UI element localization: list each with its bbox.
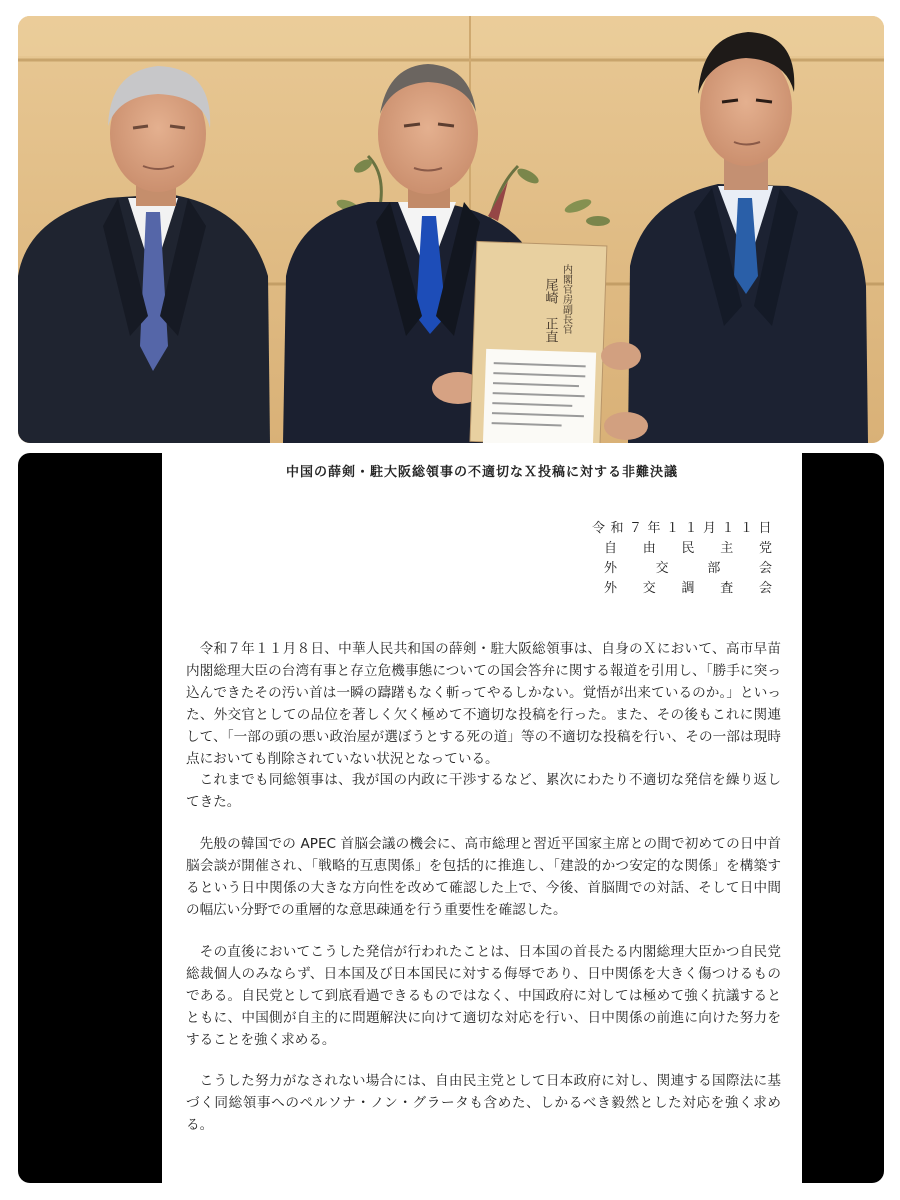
paragraph: これまでも同総領事は、我が国の内政に干渉するなど、累次にわたり不適切な発信を繰り返してきた。	[186, 772, 781, 811]
meeting-photo-illustration	[18, 16, 884, 443]
document-title: 中国の薛剣・駐大阪総領事の不適切なＸ投稿に対する非難決議	[285, 465, 678, 480]
resolution-document-panel	[18, 453, 884, 1183]
paragraph: その直後においてこうした発信が行われたことは、日本国の首長たる内閣総理大臣かつ自民党総裁個人のみならず、日本国及び日本国民に対する侮辱であり、日中関係を大きく傷つけるものである。自民党として到底看過できるものではなく、中国政府に対しては極めて強く抗議するとともに、中国側が自主的に問題解決に向けて適切な対応を行い、日中関係の前進に向けた努力をすることを強く求める。	[186, 943, 781, 1048]
paragraph: こうした努力がなされない場合には、自由民主党として日本政府に対し、関連する国際法に基づく同総領事へのペルソナ・ノン・グラータも含めた、しかるべき毅然とした対応を強く求める。	[186, 1073, 781, 1134]
meeting-photo	[18, 16, 884, 443]
paragraph: 令和７年１１月８日、中華人民共和国の薛剣・駐大阪総領事は、自身のＸにおいて、高市早苗内閣総理大臣の台湾有事と存立危機事態についての国会答弁に関する報道を引用し、「勝手に突っ込んできたその汚い首は一瞬の躊躇もなく斬ってやるしかない。覚悟が出来ているのか。」といった、外交官としての品位を著しく欠く極めて不適切な投稿を行った。また、その後もこれに関連して、「一部の頭の悪い政治屋が選ぼうとする死の道」等の不適切な投稿を行い、その一部は現時点においても削除されていない状況となっている。	[186, 641, 781, 767]
org-committee: 外交部会	[604, 561, 772, 576]
envelope-line1: 内閣官房副長官	[560, 264, 572, 334]
envelope	[470, 241, 607, 443]
paragraph: 先般の韓国での APEC 首脳会議の機会に、高市総理と習近平国家主席との間で初めての日中首脳会談が開催され、「戦略的互恵関係」を包括的に推進し、「建設的かつ安定的な関係」を構築するという日中関係の大きな方向性を改めて確認した上で、今後、首脳間での対話、そして日中間の幅広い分野での重層的な意思疎通を行う重要性を確認した。	[186, 836, 781, 918]
org-research-council: 外交調査会	[604, 581, 772, 596]
org-name: 自由民主党	[604, 541, 772, 556]
document-meta	[592, 519, 772, 599]
envelope-line2: 尾崎 正直	[542, 278, 558, 343]
document-body	[186, 639, 781, 1137]
resolution-document	[162, 453, 802, 1183]
document-date: 令和７年１１月１１日	[592, 521, 772, 536]
